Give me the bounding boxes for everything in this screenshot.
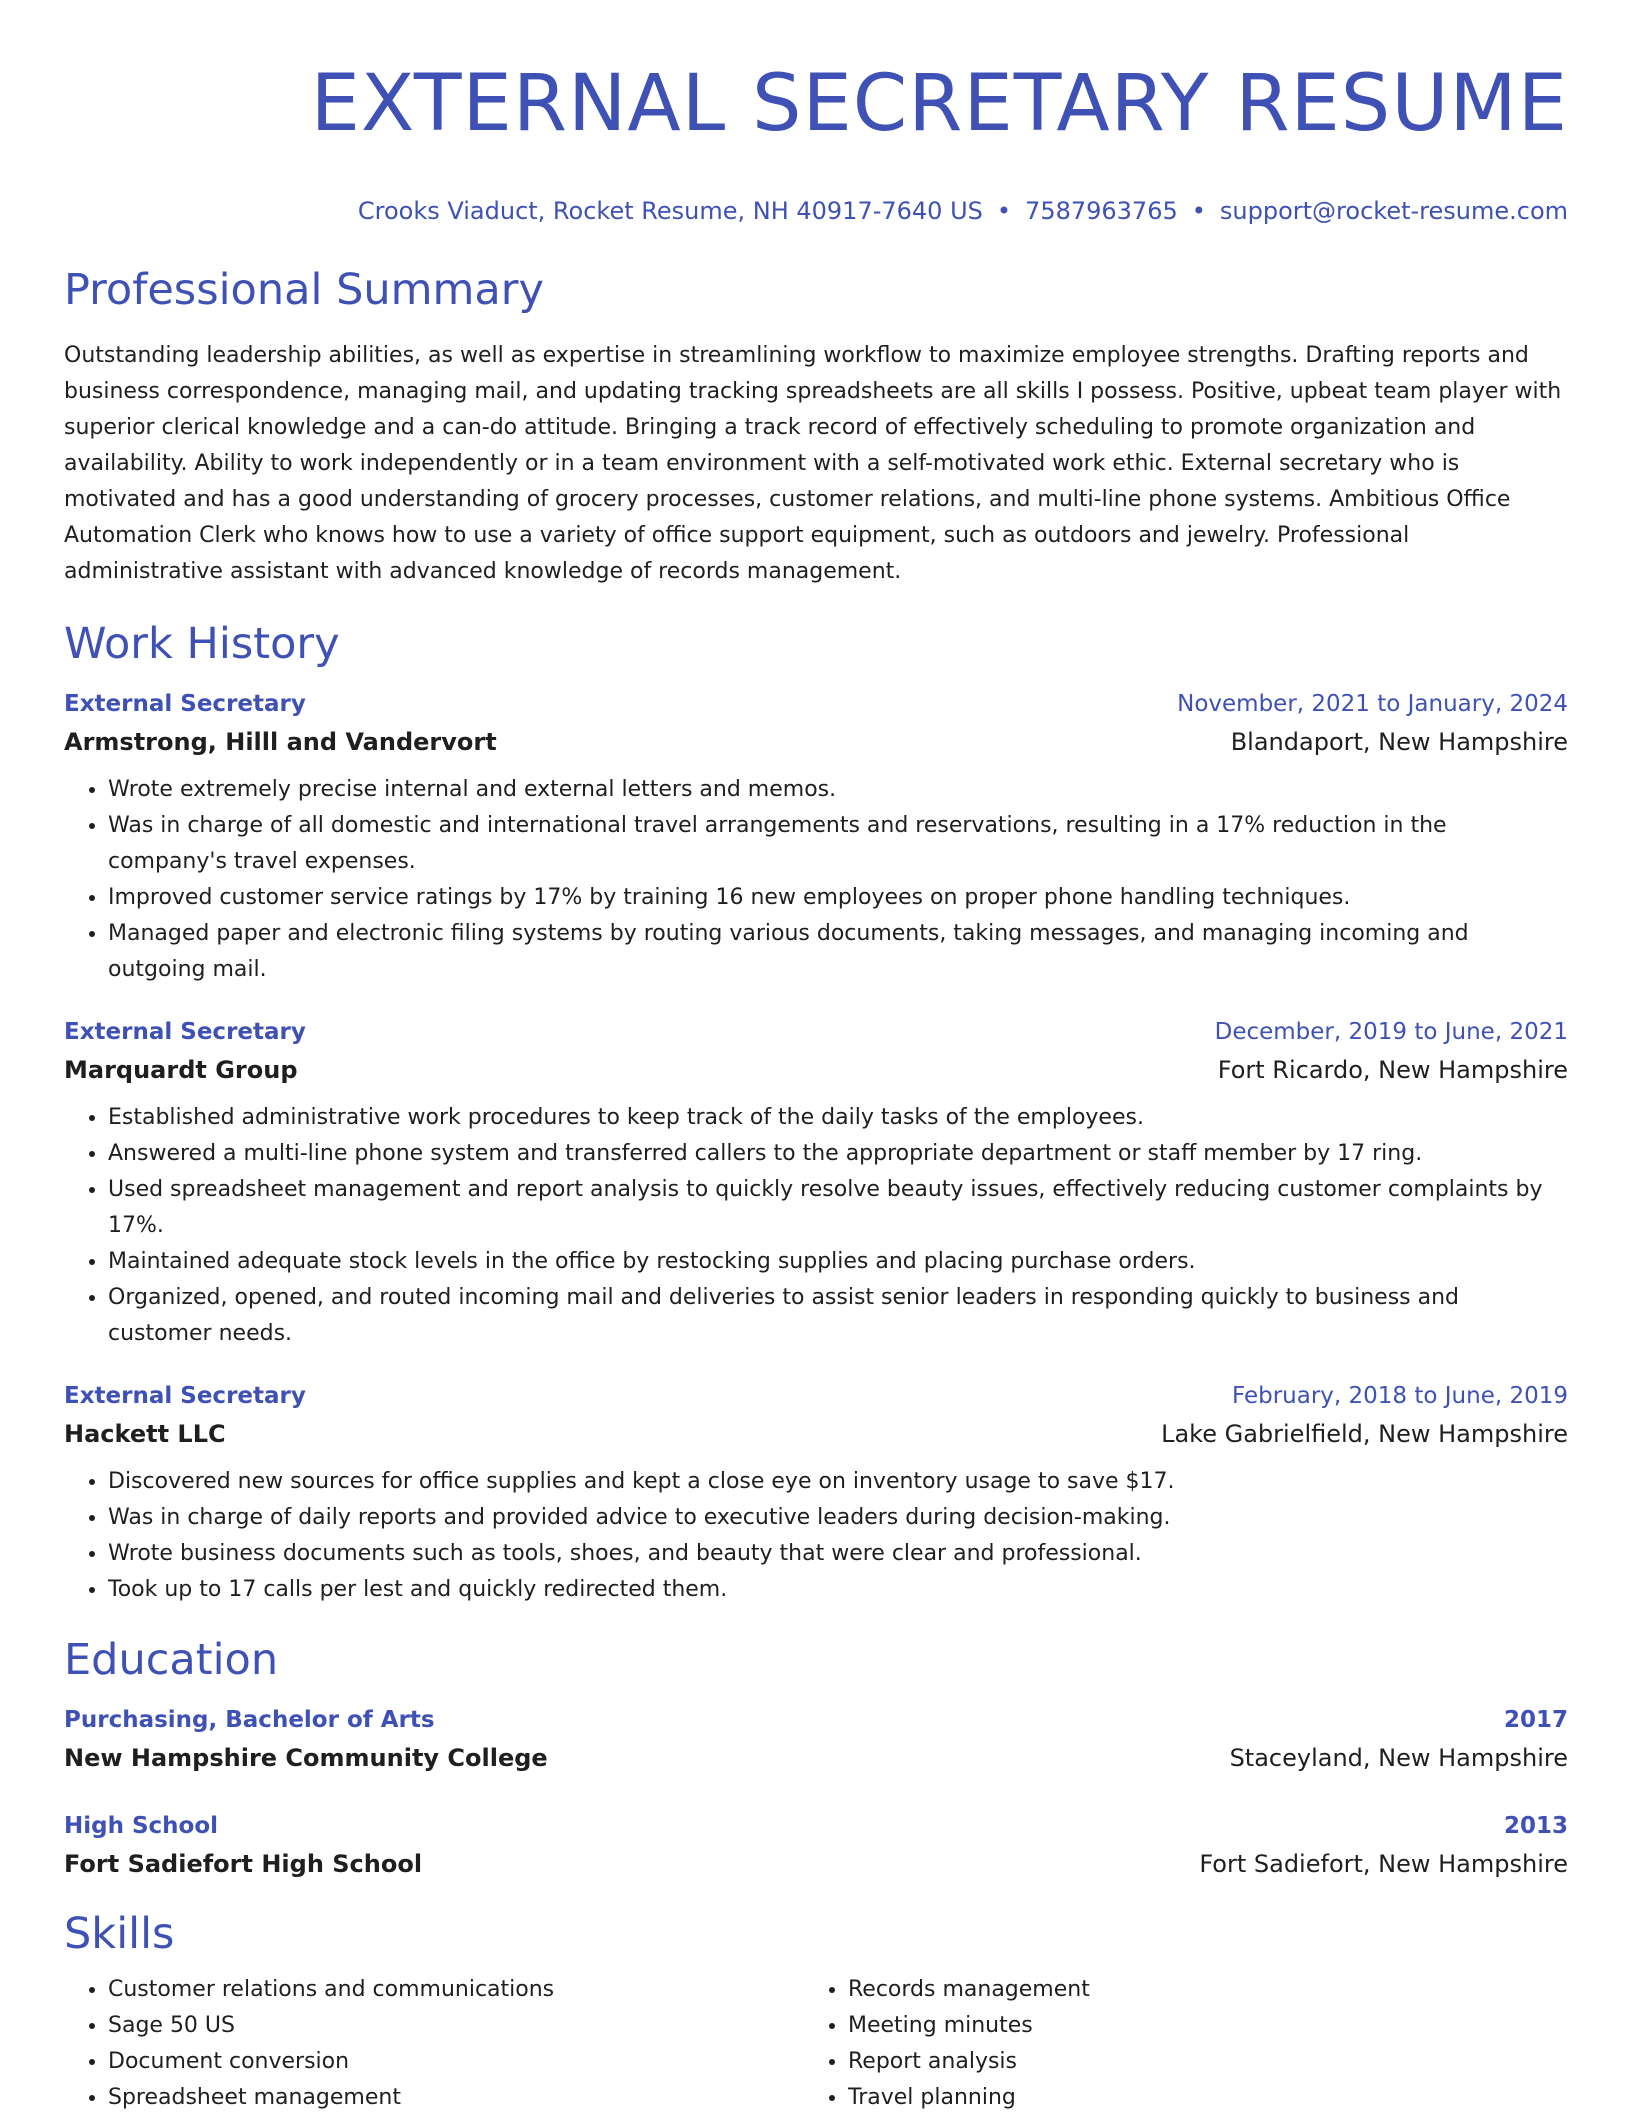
job-dates: December, 2019 to June, 2021 <box>1214 1019 1568 1045</box>
job-bullet: • Organized, opened, and routed incoming mail and deliveries to assist senior leaders in responding quickly to business and customer needs. <box>108 1280 1568 1352</box>
edu-year: 2013 <box>1503 1813 1568 1839</box>
section-title-education: Education <box>64 1635 279 1685</box>
skill-item: • Report analysis <box>848 2044 1564 2080</box>
skills-list <box>64 1972 1568 2116</box>
job-entry <box>64 1378 1568 1608</box>
job-bullet: • Maintained adequate stock levels in the office by restocking supplies and placing purchase orders. <box>108 1244 1568 1280</box>
job-location: Blandaport, New Hampshire <box>1230 728 1568 756</box>
job-bullet: • Established administrative work procedures to keep track of the daily tasks of the employees. <box>108 1100 1568 1136</box>
edu-year: 2017 <box>1503 1707 1568 1733</box>
skills-column-left <box>64 1972 804 2116</box>
section-title-skills: Skills <box>64 1909 175 1959</box>
edu-school: Fort Sadiefort High School <box>64 1850 423 1878</box>
job-role: External Secretary <box>64 1019 306 1045</box>
job-entry <box>64 686 1568 988</box>
skill-item: • Travel planning <box>848 2080 1564 2116</box>
contact-line <box>64 196 1568 226</box>
phone: 7587963765 <box>1025 197 1178 225</box>
job-bullet: • Discovered new sources for office supplies and kept a close eye on inventory usage to save $17. <box>108 1464 1568 1500</box>
job-bullet: • Was in charge of daily reports and provided advice to executive leaders during decision-making. <box>108 1500 1568 1536</box>
resume-title: EXTERNAL SECRETARY RESUME <box>310 59 1568 149</box>
job-bullet: • Managed paper and electronic filing systems by routing various documents, taking messages, and managing incoming and outgoing mail. <box>108 916 1568 988</box>
job-bullet: • Used spreadsheet management and report analysis to quickly resolve beauty issues, effectively reducing customer complaints by 17%. <box>108 1172 1568 1244</box>
contact-separator: • <box>1191 197 1206 225</box>
skills-column-right <box>804 1972 1564 2116</box>
skill-item: • Document conversion <box>108 2044 804 2080</box>
edu-location: Staceyland, New Hampshire <box>1229 1744 1568 1772</box>
skill-item: • Customer relations and communications <box>108 1972 804 2008</box>
education-entry <box>64 1808 1568 1884</box>
section-title-summary: Professional Summary <box>64 265 544 315</box>
address: Crooks Viaduct, Rocket Resume, NH 40917-7640 US <box>357 197 983 225</box>
job-bullet: • Improved customer service ratings by 17% by training 16 new employees on proper phone handling techniques. <box>108 880 1568 916</box>
skill-item: • Sage 50 US <box>108 2008 804 2044</box>
job-bullets <box>64 772 1568 988</box>
job-entry <box>64 1014 1568 1352</box>
job-dates: February, 2018 to June, 2019 <box>1231 1383 1568 1409</box>
edu-location: Fort Sadiefort, New Hampshire <box>1199 1850 1568 1878</box>
job-bullet: • Was in charge of all domestic and international travel arrangements and reservations, resulting in a 17% reduction in the company's travel expenses. <box>108 808 1568 880</box>
job-bullet: • Answered a multi-line phone system and transferred callers to the appropriate department or staff member by 17 ring. <box>108 1136 1568 1172</box>
job-role: External Secretary <box>64 1383 306 1409</box>
section-title-work-history: Work History <box>64 619 340 669</box>
education-entry <box>64 1702 1568 1778</box>
skill-item: • Records management <box>848 1972 1564 2008</box>
job-bullet: • Wrote business documents such as tools, shoes, and beauty that were clear and professional. <box>108 1536 1568 1572</box>
job-bullet: • Took up to 17 calls per lest and quickly redirected them. <box>108 1572 1568 1608</box>
summary-text: Outstanding leadership abilities, as well as expertise in streamlining workflow to maximize employee strengths. Drafting reports and business correspondence, managing mail, and updating tracking spreadsheets are all skills I possess. Positive, upbeat team player with superior clerical knowledge and a can-do attitude. Bringing a track record of effectively scheduling to promote organization and availability. Ability to work independently or in a team environment with a self-motivated work ethic. External secretary who is motivated and has a good understanding of grocery processes, customer relations, and multi-line phone systems. Ambitious Office Automation Clerk who knows how to use a variety of office support equipment, such as outdoors and jewelry. Professional administrative assistant with advanced knowledge of records management. <box>64 343 1562 584</box>
job-role: External Secretary <box>64 691 306 717</box>
job-bullet: • Wrote extremely precise internal and external letters and memos. <box>108 772 1568 808</box>
edu-school: New Hampshire Community College <box>64 1744 548 1772</box>
job-location: Fort Ricardo, New Hampshire <box>1217 1056 1568 1084</box>
job-bullets <box>64 1464 1568 1608</box>
job-company: Hackett LLC <box>64 1420 226 1448</box>
skill-item: • Meeting minutes <box>848 2008 1564 2044</box>
job-company: Armstrong, Hilll and Vandervort <box>64 728 497 756</box>
contact-separator: • <box>996 197 1012 225</box>
job-dates: November, 2021 to January, 2024 <box>1177 691 1568 717</box>
job-company: Marquardt Group <box>64 1056 298 1084</box>
edu-degree: Purchasing, Bachelor of Arts <box>64 1707 435 1733</box>
email-link[interactable]: support@rocket-resume.com <box>1219 197 1568 225</box>
job-bullets <box>64 1100 1568 1352</box>
skill-item: • Spreadsheet management <box>108 2080 804 2116</box>
edu-degree: High School <box>64 1813 219 1839</box>
job-location: Lake Gabrielfield, New Hampshire <box>1161 1420 1568 1448</box>
